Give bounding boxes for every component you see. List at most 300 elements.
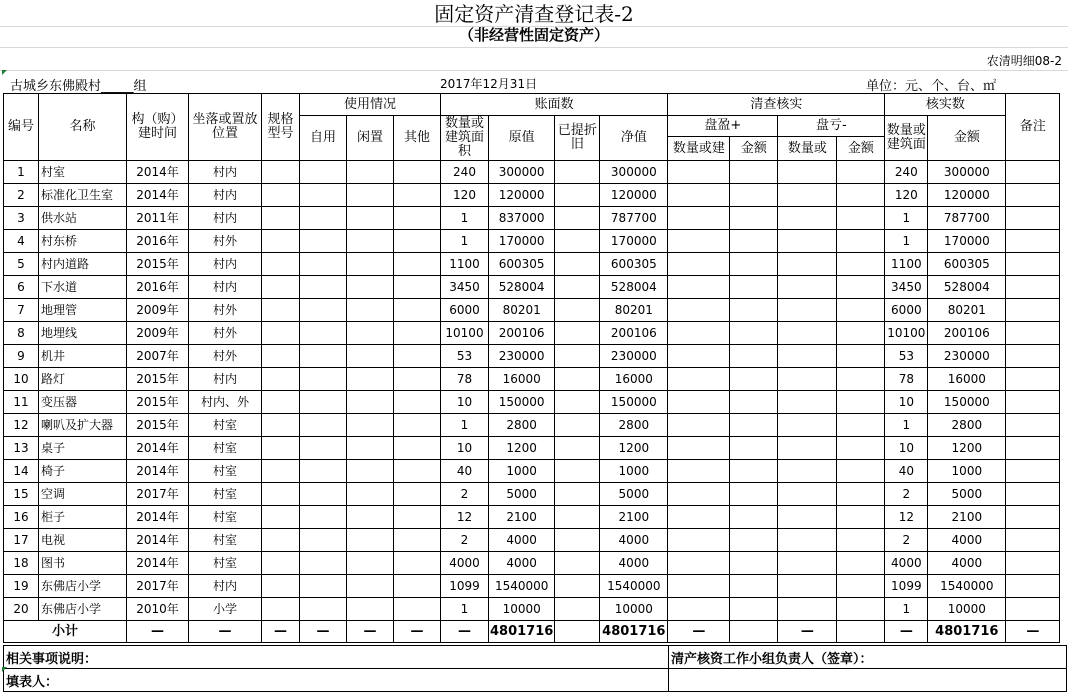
cell-empty[interactable] [1006, 598, 1060, 621]
cell-empty[interactable] [730, 253, 778, 276]
cell-vamt[interactable]: 120000 [928, 184, 1006, 207]
cell-empty[interactable] [668, 575, 730, 598]
cell-no[interactable]: 16 [4, 506, 39, 529]
cell-time[interactable]: 2014年 [127, 437, 189, 460]
cell-time[interactable]: 2015年 [127, 414, 189, 437]
cell-empty[interactable] [300, 368, 347, 391]
cell-orig[interactable]: 170000 [489, 230, 555, 253]
cell-empty[interactable] [668, 414, 730, 437]
cell-no[interactable]: 4 [4, 230, 39, 253]
cell-empty[interactable] [1006, 322, 1060, 345]
cell-orig[interactable]: 528004 [489, 276, 555, 299]
cell-empty[interactable] [394, 575, 441, 598]
cell-vamt[interactable]: 300000 [928, 161, 1006, 184]
cell-empty[interactable] [730, 391, 778, 414]
cell-empty[interactable] [778, 276, 837, 299]
cell-net[interactable]: 1200 [600, 437, 668, 460]
cell-empty[interactable] [837, 253, 885, 276]
cell-vamt[interactable]: 16000 [928, 368, 1006, 391]
cell-empty[interactable] [1006, 506, 1060, 529]
cell-net[interactable]: 120000 [600, 184, 668, 207]
cell-net[interactable]: 528004 [600, 276, 668, 299]
cell-time[interactable]: 2007年 [127, 345, 189, 368]
cell-loc[interactable]: 村室 [189, 483, 262, 506]
cell-vqty[interactable]: 1 [885, 230, 928, 253]
cell-no[interactable]: 18 [4, 552, 39, 575]
cell-vamt[interactable]: 787700 [928, 207, 1006, 230]
cell-empty[interactable] [555, 598, 600, 621]
cell-empty[interactable] [778, 483, 837, 506]
cell-empty[interactable] [394, 506, 441, 529]
cell-no[interactable]: 11 [4, 391, 39, 414]
subtotal-dash[interactable]: — [1006, 621, 1060, 643]
cell-loc[interactable]: 村室 [189, 437, 262, 460]
header-usage-self[interactable]: 自用 [300, 116, 347, 161]
cell-empty[interactable] [1006, 276, 1060, 299]
cell-qty[interactable]: 40 [441, 460, 489, 483]
cell-time[interactable]: 2010年 [127, 598, 189, 621]
cell-empty[interactable] [555, 345, 600, 368]
cell-qty[interactable]: 10 [441, 391, 489, 414]
cell-vamt[interactable]: 600305 [928, 253, 1006, 276]
cell-empty[interactable] [394, 414, 441, 437]
cell-net[interactable]: 4000 [600, 529, 668, 552]
cell-vamt[interactable]: 150000 [928, 391, 1006, 414]
subtotal-dash[interactable]: — [300, 621, 347, 643]
cell-no[interactable]: 20 [4, 598, 39, 621]
subtotal-ver-amt[interactable]: 4801716 [928, 621, 1006, 643]
cell-empty[interactable] [555, 368, 600, 391]
cell-empty[interactable] [730, 483, 778, 506]
cell-empty[interactable] [730, 529, 778, 552]
cell-empty[interactable] [347, 299, 394, 322]
cell-no[interactable]: 5 [4, 253, 39, 276]
cell-empty[interactable] [394, 437, 441, 460]
cell-name[interactable]: 地理管 [39, 299, 127, 322]
cell-vqty[interactable]: 78 [885, 368, 928, 391]
cell-name[interactable]: 东佛店小学 [39, 598, 127, 621]
cell-empty[interactable] [837, 391, 885, 414]
cell-name[interactable]: 喇叭及扩大器 [39, 414, 127, 437]
cell-vqty[interactable]: 10 [885, 437, 928, 460]
cell-vamt[interactable]: 1200 [928, 437, 1006, 460]
cell-qty[interactable]: 10100 [441, 322, 489, 345]
header-no[interactable]: 编号 [4, 94, 39, 161]
cell-vqty[interactable]: 3450 [885, 276, 928, 299]
header-surplus-qty[interactable]: 数量或建 [668, 137, 730, 161]
cell-empty[interactable] [262, 207, 300, 230]
cell-empty[interactable] [394, 276, 441, 299]
cell-empty[interactable] [262, 253, 300, 276]
cell-no[interactable]: 3 [4, 207, 39, 230]
cell-orig[interactable]: 10000 [489, 598, 555, 621]
cell-empty[interactable] [837, 552, 885, 575]
cell-vqty[interactable]: 10 [885, 391, 928, 414]
cell-name[interactable]: 地埋线 [39, 322, 127, 345]
cell-empty[interactable] [668, 529, 730, 552]
subtotal-dash[interactable]: — [885, 621, 928, 643]
cell-empty[interactable] [300, 598, 347, 621]
cell-empty[interactable] [262, 598, 300, 621]
cell-empty[interactable] [778, 575, 837, 598]
cell-empty[interactable] [1006, 414, 1060, 437]
cell-loc[interactable]: 村内 [189, 253, 262, 276]
cell-qty[interactable]: 240 [441, 161, 489, 184]
cell-empty[interactable] [300, 506, 347, 529]
header-loss-qty[interactable]: 数量或 [778, 137, 837, 161]
cell-empty[interactable] [837, 414, 885, 437]
cell-empty[interactable] [555, 299, 600, 322]
cell-vqty[interactable]: 1 [885, 207, 928, 230]
cell-empty[interactable] [1006, 575, 1060, 598]
cell-empty[interactable] [1006, 161, 1060, 184]
cell-vamt[interactable]: 1000 [928, 460, 1006, 483]
cell-net[interactable]: 1000 [600, 460, 668, 483]
cell-empty[interactable] [347, 414, 394, 437]
cell-name[interactable]: 路灯 [39, 368, 127, 391]
cell-empty[interactable] [778, 207, 837, 230]
cell-net[interactable]: 600305 [600, 253, 668, 276]
header-surplus-amt[interactable]: 金额 [730, 137, 778, 161]
cell-empty[interactable] [262, 184, 300, 207]
cell-empty[interactable] [1006, 345, 1060, 368]
cell-empty[interactable] [1006, 368, 1060, 391]
cell-empty[interactable] [668, 322, 730, 345]
cell-empty[interactable] [778, 552, 837, 575]
cell-no[interactable]: 10 [4, 368, 39, 391]
cell-empty[interactable] [778, 598, 837, 621]
cell-vamt[interactable]: 170000 [928, 230, 1006, 253]
cell-net[interactable]: 4000 [600, 552, 668, 575]
cell-empty[interactable] [555, 506, 600, 529]
cell-vqty[interactable]: 40 [885, 460, 928, 483]
cell-empty[interactable] [262, 299, 300, 322]
footer-blank[interactable] [669, 669, 1067, 692]
subtotal-dash[interactable]: — [347, 621, 394, 643]
cell-no[interactable]: 1 [4, 161, 39, 184]
cell-empty[interactable] [668, 276, 730, 299]
header-book[interactable]: 账面数 [441, 94, 668, 116]
cell-empty[interactable] [300, 299, 347, 322]
cell-empty[interactable] [837, 506, 885, 529]
header-book-dep[interactable]: 已提折旧 [555, 116, 600, 161]
cell-name[interactable]: 空调 [39, 483, 127, 506]
cell-empty[interactable] [1006, 253, 1060, 276]
cell-empty[interactable] [668, 368, 730, 391]
cell-empty[interactable] [778, 161, 837, 184]
cell-empty[interactable] [347, 460, 394, 483]
cell-empty[interactable] [262, 506, 300, 529]
cell-vamt[interactable]: 230000 [928, 345, 1006, 368]
cell-empty[interactable] [837, 437, 885, 460]
cell-empty[interactable] [730, 161, 778, 184]
cell-empty[interactable] [668, 598, 730, 621]
cell-empty[interactable] [347, 575, 394, 598]
header-usage[interactable]: 使用情况 [300, 94, 441, 116]
cell-orig[interactable]: 1540000 [489, 575, 555, 598]
cell-no[interactable]: 6 [4, 276, 39, 299]
cell-loc[interactable]: 村外 [189, 230, 262, 253]
cell-empty[interactable] [837, 299, 885, 322]
cell-empty[interactable] [837, 345, 885, 368]
cell-time[interactable]: 2014年 [127, 552, 189, 575]
cell-empty[interactable] [555, 552, 600, 575]
cell-name[interactable]: 下水道 [39, 276, 127, 299]
cell-empty[interactable] [837, 161, 885, 184]
cell-empty[interactable] [394, 184, 441, 207]
header-check[interactable]: 清查核实 [668, 94, 885, 116]
cell-empty[interactable] [1006, 207, 1060, 230]
cell-vqty[interactable]: 10100 [885, 322, 928, 345]
header-spec[interactable]: 规格型号 [262, 94, 300, 161]
subtotal-dash[interactable]: — [441, 621, 489, 643]
cell-empty[interactable] [1006, 230, 1060, 253]
cell-empty[interactable] [262, 230, 300, 253]
cell-orig[interactable]: 1200 [489, 437, 555, 460]
cell-orig[interactable]: 200106 [489, 322, 555, 345]
cell-no[interactable]: 13 [4, 437, 39, 460]
cell-vqty[interactable]: 6000 [885, 299, 928, 322]
cell-empty[interactable] [837, 598, 885, 621]
cell-empty[interactable] [837, 529, 885, 552]
cell-empty[interactable] [1006, 391, 1060, 414]
cell-orig[interactable]: 5000 [489, 483, 555, 506]
cell-qty[interactable]: 12 [441, 506, 489, 529]
cell-no[interactable]: 15 [4, 483, 39, 506]
cell-empty[interactable] [555, 207, 600, 230]
cell-empty[interactable] [300, 437, 347, 460]
cell-no[interactable]: 8 [4, 322, 39, 345]
cell-qty[interactable]: 2 [441, 483, 489, 506]
cell-net[interactable]: 150000 [600, 391, 668, 414]
cell-net[interactable]: 200106 [600, 322, 668, 345]
cell-empty[interactable] [668, 207, 730, 230]
cell-name[interactable]: 村东桥 [39, 230, 127, 253]
cell-empty[interactable] [668, 184, 730, 207]
cell-orig[interactable]: 2800 [489, 414, 555, 437]
cell-no[interactable]: 12 [4, 414, 39, 437]
cell-qty[interactable]: 1100 [441, 253, 489, 276]
cell-loc[interactable]: 村室 [189, 529, 262, 552]
cell-loc[interactable]: 村外 [189, 322, 262, 345]
cell-vamt[interactable]: 528004 [928, 276, 1006, 299]
cell-empty[interactable] [300, 322, 347, 345]
cell-empty[interactable] [262, 529, 300, 552]
cell-empty[interactable] [394, 598, 441, 621]
cell-empty[interactable] [394, 207, 441, 230]
cell-empty[interactable] [347, 184, 394, 207]
cell-empty[interactable] [778, 391, 837, 414]
cell-empty[interactable] [394, 345, 441, 368]
cell-empty[interactable] [837, 230, 885, 253]
cell-empty[interactable] [394, 529, 441, 552]
subtotal-net[interactable]: 4801716 [600, 621, 668, 643]
cell-time[interactable]: 2015年 [127, 253, 189, 276]
cell-vamt[interactable]: 4000 [928, 529, 1006, 552]
cell-empty[interactable] [347, 437, 394, 460]
cell-no[interactable]: 17 [4, 529, 39, 552]
cell-loc[interactable]: 村内、外 [189, 391, 262, 414]
cell-empty[interactable] [347, 253, 394, 276]
subtotal-label[interactable]: 小计 [4, 621, 127, 643]
cell-empty[interactable] [262, 552, 300, 575]
cell-empty[interactable] [837, 460, 885, 483]
header-loss-amt[interactable]: 金额 [837, 137, 885, 161]
cell-empty[interactable] [1006, 460, 1060, 483]
cell-net[interactable]: 2800 [600, 414, 668, 437]
cell-vamt[interactable]: 2100 [928, 506, 1006, 529]
cell-empty[interactable] [730, 575, 778, 598]
cell-empty[interactable] [668, 391, 730, 414]
cell-vamt[interactable]: 2800 [928, 414, 1006, 437]
cell-qty[interactable]: 10 [441, 437, 489, 460]
cell-empty[interactable] [555, 230, 600, 253]
cell-empty[interactable] [837, 483, 885, 506]
cell-name[interactable]: 图书 [39, 552, 127, 575]
cell-empty[interactable] [300, 184, 347, 207]
subtotal-blank[interactable] [837, 621, 885, 643]
cell-name[interactable]: 机井 [39, 345, 127, 368]
cell-empty[interactable] [837, 184, 885, 207]
cell-time[interactable]: 2016年 [127, 276, 189, 299]
cell-orig[interactable]: 1000 [489, 460, 555, 483]
cell-empty[interactable] [300, 253, 347, 276]
cell-empty[interactable] [347, 506, 394, 529]
cell-net[interactable]: 5000 [600, 483, 668, 506]
cell-time[interactable]: 2016年 [127, 230, 189, 253]
cell-empty[interactable] [347, 345, 394, 368]
cell-empty[interactable] [730, 368, 778, 391]
cell-name[interactable]: 村室 [39, 161, 127, 184]
cell-empty[interactable] [668, 552, 730, 575]
cell-empty[interactable] [1006, 483, 1060, 506]
header-location[interactable]: 坐落或置放位置 [189, 94, 262, 161]
cell-empty[interactable] [1006, 552, 1060, 575]
subtotal-dash[interactable]: — [668, 621, 730, 643]
cell-empty[interactable] [394, 391, 441, 414]
header-surplus[interactable]: 盘盈+ [668, 116, 778, 137]
cell-empty[interactable] [300, 460, 347, 483]
cell-qty[interactable]: 1 [441, 207, 489, 230]
cell-net[interactable]: 787700 [600, 207, 668, 230]
subtotal-dash[interactable]: — [394, 621, 441, 643]
cell-empty[interactable] [394, 253, 441, 276]
cell-qty[interactable]: 1099 [441, 575, 489, 598]
cell-orig[interactable]: 300000 [489, 161, 555, 184]
cell-empty[interactable] [300, 552, 347, 575]
cell-empty[interactable] [555, 322, 600, 345]
cell-empty[interactable] [394, 552, 441, 575]
header-name[interactable]: 名称 [39, 94, 127, 161]
cell-vqty[interactable]: 1099 [885, 575, 928, 598]
cell-time[interactable]: 2017年 [127, 575, 189, 598]
cell-qty[interactable]: 1 [441, 414, 489, 437]
cell-empty[interactable] [668, 299, 730, 322]
cell-empty[interactable] [262, 322, 300, 345]
cell-vqty[interactable]: 12 [885, 506, 928, 529]
cell-time[interactable]: 2014年 [127, 184, 189, 207]
cell-empty[interactable] [555, 253, 600, 276]
header-ver-qty[interactable]: 数量或建筑面 [885, 116, 928, 161]
cell-name[interactable]: 村内道路 [39, 253, 127, 276]
cell-no[interactable]: 19 [4, 575, 39, 598]
cell-empty[interactable] [730, 207, 778, 230]
cell-qty[interactable]: 1 [441, 230, 489, 253]
cell-empty[interactable] [262, 276, 300, 299]
cell-loc[interactable]: 村室 [189, 460, 262, 483]
cell-empty[interactable] [668, 437, 730, 460]
cell-qty[interactable]: 53 [441, 345, 489, 368]
cell-no[interactable]: 14 [4, 460, 39, 483]
cell-empty[interactable] [668, 506, 730, 529]
cell-no[interactable]: 7 [4, 299, 39, 322]
cell-name[interactable]: 标准化卫生室 [39, 184, 127, 207]
cell-time[interactable]: 2014年 [127, 161, 189, 184]
cell-orig[interactable]: 120000 [489, 184, 555, 207]
cell-empty[interactable] [778, 368, 837, 391]
cell-no[interactable]: 2 [4, 184, 39, 207]
cell-name[interactable]: 变压器 [39, 391, 127, 414]
cell-empty[interactable] [300, 345, 347, 368]
cell-empty[interactable] [555, 161, 600, 184]
cell-empty[interactable] [730, 345, 778, 368]
cell-empty[interactable] [262, 368, 300, 391]
cell-loc[interactable]: 村室 [189, 506, 262, 529]
cell-orig[interactable]: 230000 [489, 345, 555, 368]
cell-vqty[interactable]: 1 [885, 598, 928, 621]
cell-net[interactable]: 1540000 [600, 575, 668, 598]
cell-name[interactable]: 椅子 [39, 460, 127, 483]
cell-loc[interactable]: 小学 [189, 598, 262, 621]
header-remark[interactable]: 备注 [1006, 94, 1060, 161]
cell-name[interactable]: 供水站 [39, 207, 127, 230]
cell-vqty[interactable]: 2 [885, 529, 928, 552]
cell-empty[interactable] [668, 345, 730, 368]
cell-empty[interactable] [730, 322, 778, 345]
header-verified[interactable]: 核实数 [885, 94, 1006, 116]
signer-label[interactable]: 清产核资工作小组负责人（签章）： [669, 646, 1067, 669]
cell-net[interactable]: 170000 [600, 230, 668, 253]
cell-empty[interactable] [347, 529, 394, 552]
cell-time[interactable]: 2011年 [127, 207, 189, 230]
cell-empty[interactable] [394, 322, 441, 345]
cell-vamt[interactable]: 4000 [928, 552, 1006, 575]
cell-vqty[interactable]: 2 [885, 483, 928, 506]
cell-empty[interactable] [837, 207, 885, 230]
cell-net[interactable]: 10000 [600, 598, 668, 621]
cell-empty[interactable] [347, 276, 394, 299]
cell-empty[interactable] [730, 437, 778, 460]
cell-empty[interactable] [347, 552, 394, 575]
cell-empty[interactable] [555, 276, 600, 299]
cell-empty[interactable] [555, 414, 600, 437]
cell-empty[interactable] [778, 253, 837, 276]
header-usage-idle[interactable]: 闲置 [347, 116, 394, 161]
cell-empty[interactable] [668, 483, 730, 506]
subtotal-dash[interactable]: — [778, 621, 837, 643]
subtotal-dash[interactable]: — [262, 621, 300, 643]
filler-label[interactable]: 填表人： [4, 669, 669, 692]
cell-empty[interactable] [837, 322, 885, 345]
cell-empty[interactable] [347, 368, 394, 391]
cell-empty[interactable] [394, 368, 441, 391]
cell-empty[interactable] [555, 460, 600, 483]
subtotal-blank[interactable] [730, 621, 778, 643]
cell-empty[interactable] [300, 391, 347, 414]
cell-empty[interactable] [347, 322, 394, 345]
cell-orig[interactable]: 4000 [489, 529, 555, 552]
cell-orig[interactable]: 600305 [489, 253, 555, 276]
